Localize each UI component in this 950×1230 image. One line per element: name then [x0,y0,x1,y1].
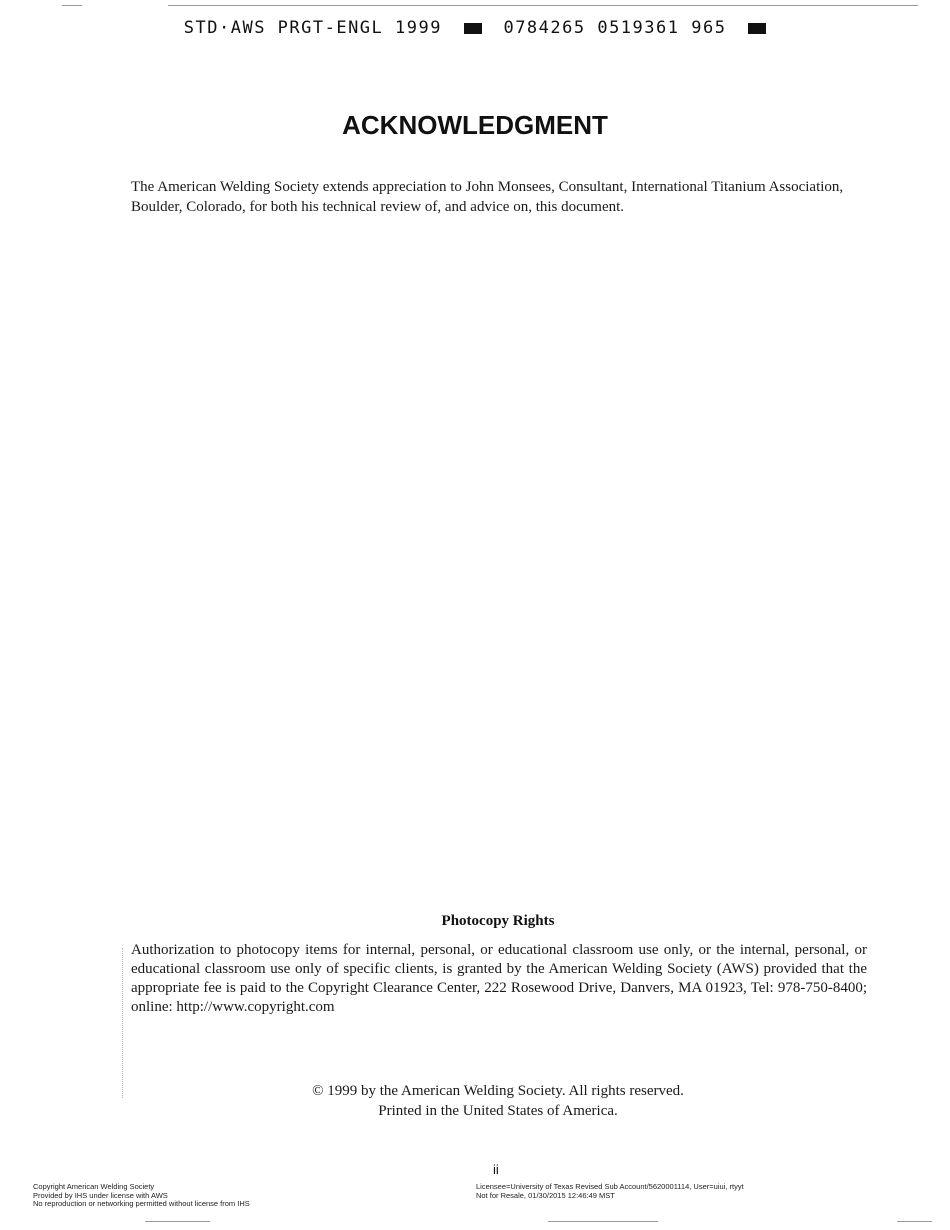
scan-line-bottom-right [548,1221,658,1222]
photocopy-rights-text: Authorization to photocopy items for internal, personal, or educational classroom use only, or the internal, personal, or educational classroom use only of specific clients, is granted by the American Welding Society (AWS) provided that the appropriate fee is paid to the Copyright Clearance Center, 222 Rosewood Drive, Danvers, MA 01923, Tel: 978-750-8400; online: http://www.copyright.com [131,942,867,1015]
footer-line: No reproduction or networking permitted without license from IHS [33,1199,250,1208]
footer-license [476,1183,744,1200]
photocopy-rights-heading: Photocopy Rights [441,913,555,929]
page-title: ACKNOWLEDGMENT [342,110,608,140]
document-code-middle: 0784265 0519361 [503,18,680,38]
scan-line-top-left [62,5,82,6]
page-number: ii [493,1162,499,1177]
copyright-notice [0,1081,950,1121]
margin-mark [122,948,123,1098]
scan-line-top [168,5,918,6]
scan-line-bottom [145,1221,210,1222]
footer-line: Copyright American Welding Society [33,1182,155,1191]
footer-line: Provided by IHS under license with AWS [33,1190,168,1200]
barcode-block-icon [748,23,766,34]
document-code-left: STD·AWS PRGT-ENGL 1999 [183,18,442,38]
barcode-block-icon [464,23,482,34]
printed-in-line: Printed in the United States of America. [378,1103,618,1119]
scan-line-bottom-corner [897,1221,932,1222]
document-code-header [0,18,950,38]
document-code-right: 965 [691,18,727,38]
footer-line: Not for Resale, 01/30/2015 12:46:49 MST [476,1190,615,1200]
acknowledgment-text: The American Welding Society extends appreciation to John Monsees, Consultant, International Titanium Association, Boulder, Colorado, for both his technical review of, and advice on, this document. [131,179,844,215]
copyright-line: © 1999 by the American Welding Society. All rights reserved. [312,1083,684,1099]
footer-copyright [33,1183,250,1209]
footer-line: Licensee=University of Texas Revised Sub Account/5620001114, User=uiui, rtyyt [476,1182,744,1191]
